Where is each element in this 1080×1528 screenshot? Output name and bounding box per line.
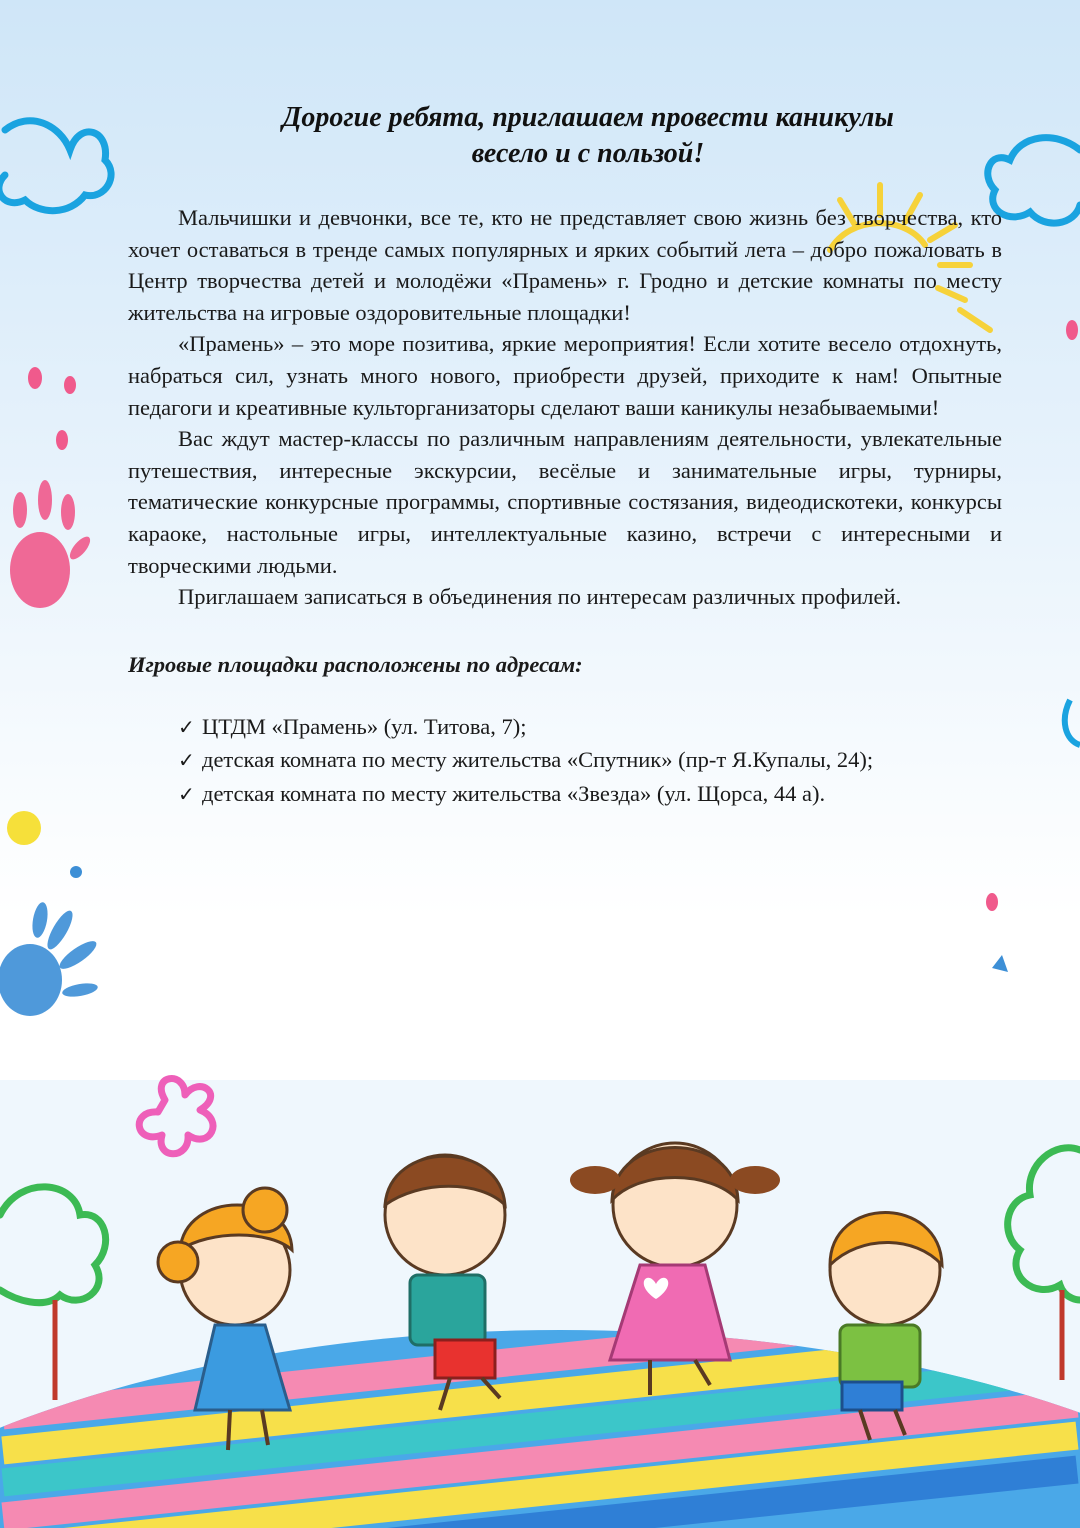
dot-icon <box>7 811 41 845</box>
check-icon: ✓ <box>178 750 195 773</box>
dot-icon <box>70 866 82 878</box>
address-text: детская комната по месту жительства «Звезда» (ул. Щорса, 44 а). <box>202 780 826 806</box>
body-text <box>128 202 1002 613</box>
address-text: детская комната по месту жительства «Спутник» (пр-т Я.Купалы, 24); <box>202 747 874 773</box>
address-list <box>128 711 1002 812</box>
dot-icon <box>64 376 76 394</box>
paragraph: Мальчишки и девчонки, все те, кто не представляет свою жизнь без творчества, кто хочет оставаться в тренде самых популярных и ярких событий лета – добро пожаловать в Центр творчества детей и молодёжи «Прамень» г. Гродно и детские комнаты по месту жительства на игровые оздоровительные площадки! <box>128 205 1002 325</box>
dot-icon <box>1066 320 1078 340</box>
dot-icon <box>28 367 42 389</box>
title-line-2: весело и с пользой! <box>471 138 705 169</box>
title-line-1: Дорогие ребята, приглашаем провести каникулы <box>282 102 894 133</box>
page-title <box>128 100 1002 172</box>
paragraph: Вас ждут мастер-классы по различным направлениям деятельности, увлекательные путешествия, интересные экскурсии, весёлые и занимательные игры, турниры, тематические конкурсные программы, спортивные состязания, видеодискотеки, конкурсы караоке, настольные игры, интеллектуальные казино, встречи с интересными и творческими людьми. <box>128 426 1002 578</box>
list-item <box>178 711 1002 745</box>
list-item <box>178 744 1002 778</box>
check-icon: ✓ <box>178 783 195 806</box>
list-item <box>178 778 1002 812</box>
address-text: ЦТДМ «Прамень» (ул. Титова, 7); <box>202 713 527 739</box>
letter-content <box>128 100 1002 812</box>
dot-icon <box>986 893 998 911</box>
dot-icon <box>56 430 68 450</box>
paragraph: Приглашаем записаться в объединения по интересам различных профилей. <box>178 584 902 610</box>
paragraph: «Прамень» – это море позитива, яркие мероприятия! Если хотите весело отдохнуть, набраться сил, узнать много нового, приобрести друзей, приходите к нам! Опытные педагоги и креативные культорганизаторы сделают ваши каникулы незабываемыми! <box>128 331 1002 420</box>
check-icon: ✓ <box>178 716 195 739</box>
addresses-heading: Игровые площадки расположены по адресам: <box>128 651 583 677</box>
